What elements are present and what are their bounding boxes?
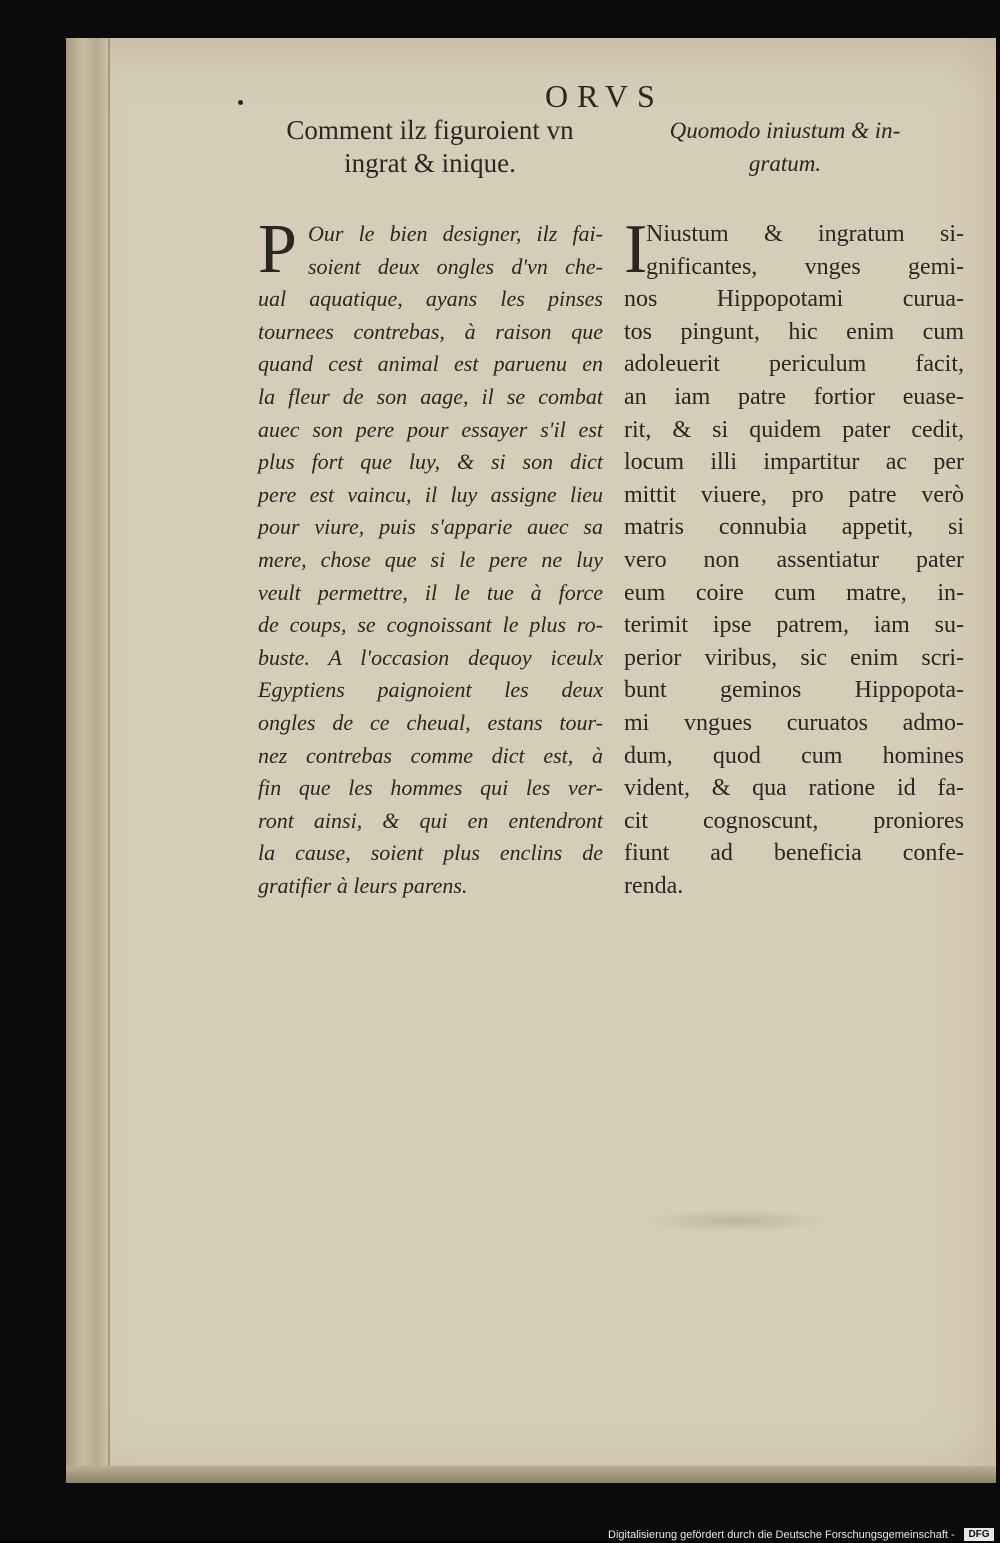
french-line: la fleur de son aage, il se combat	[258, 383, 603, 409]
latin-line: mittit viuere, pro patre verò	[624, 481, 964, 508]
page-bottom-edge	[66, 1466, 996, 1483]
french-line: gratifier à leurs parens.	[258, 872, 468, 898]
french-line: ongles de ce cheual, estans tour-	[258, 709, 603, 735]
ink-smudge	[640, 1210, 830, 1232]
french-title	[250, 114, 610, 180]
latin-line: mi vngues curuatos admo-	[624, 709, 964, 736]
french-line: la cause, soient plus enclins de	[258, 840, 603, 866]
latin-line: cit cognoscunt, proniores	[624, 807, 964, 834]
french-title-line: Comment ilz figuroient vn	[286, 115, 574, 145]
latin-line: matris connubia appetit, si	[624, 514, 964, 541]
latin-line: locum illi impartitur ac per	[624, 449, 964, 476]
french-line: auec son pere pour essayer s'il est	[258, 416, 603, 442]
latin-line: Niustum & ingratum si-	[646, 221, 964, 247]
latin-line: fiunt ad beneficia confe-	[624, 840, 964, 867]
french-line: Egyptiens paignoient les deux	[258, 677, 603, 703]
french-line: veult permettre, il le tue à force	[258, 579, 603, 605]
funding-notice: Digitalisierung gefördert durch die Deutsche Forschungsgemeinschaft -	[608, 1529, 955, 1541]
latin-title	[620, 114, 950, 180]
latin-dropcap: I	[624, 211, 648, 288]
french-line: fin que les hommes qui les ver-	[258, 775, 603, 801]
french-line: pere est vaincu, il luy assigne lieu	[258, 481, 603, 507]
french-line: pour viure, puis s'apparie auec sa	[258, 514, 603, 540]
latin-line: perior viribus, sic enim scri-	[624, 644, 964, 671]
french-line: nez contrebas comme dict est, à	[258, 742, 603, 768]
latin-line: adoleuerit periculum facit,	[624, 351, 964, 378]
latin-line: vident, & qua ratione id fa-	[624, 775, 964, 802]
french-title-line: ingrat & inique.	[344, 148, 516, 178]
latin-text-column	[624, 211, 964, 902]
french-text-column	[258, 211, 603, 902]
running-head: ORVS	[545, 78, 664, 114]
latin-line: dum, quod cum homines	[624, 742, 964, 769]
french-line: tournees contrebas, à raison que	[258, 318, 603, 344]
dfg-logo: DFG	[964, 1528, 994, 1541]
latin-line: eum coire cum matre, in-	[624, 579, 964, 606]
french-line: quand cest animal est paruenu en	[258, 351, 603, 377]
latin-line: vero non assentiatur pater	[624, 546, 964, 573]
latin-line: tos pingunt, hic enim cum	[624, 318, 964, 345]
latin-title-line: gratum.	[748, 151, 822, 176]
french-line: plus fort que luy, & si son dict	[258, 449, 603, 475]
latin-line: nos Hippopotami curua-	[624, 286, 964, 313]
latin-title-line: Quomodo iniustum & in-	[669, 118, 901, 143]
french-line: soient deux ongles d'vn che-	[308, 253, 603, 279]
page-gutter-edge	[66, 38, 110, 1483]
french-line: buste. A l'occasion dequoy iceulx	[258, 644, 603, 670]
french-line: ual aquatique, ayans les pinses	[258, 286, 603, 312]
latin-line: gnificantes, vnges gemi-	[646, 253, 964, 280]
latin-line: rit, & si quidem pater cedit,	[624, 416, 964, 443]
french-line: mere, chose que si le pere ne luy	[258, 546, 603, 572]
french-line: ront ainsi, & qui en entendront	[258, 807, 603, 833]
ornament-dot	[238, 100, 243, 105]
latin-line: terimit ipse patrem, iam su-	[624, 612, 964, 639]
latin-line: renda.	[624, 872, 684, 899]
french-line: Our le bien designer, ilz fai-	[308, 221, 603, 246]
french-line: de coups, se cognoissant le plus ro-	[258, 612, 603, 638]
latin-line: an iam patre fortior euase-	[624, 383, 964, 410]
latin-line: bunt geminos Hippopota-	[624, 677, 964, 704]
french-dropcap: P	[258, 211, 297, 288]
